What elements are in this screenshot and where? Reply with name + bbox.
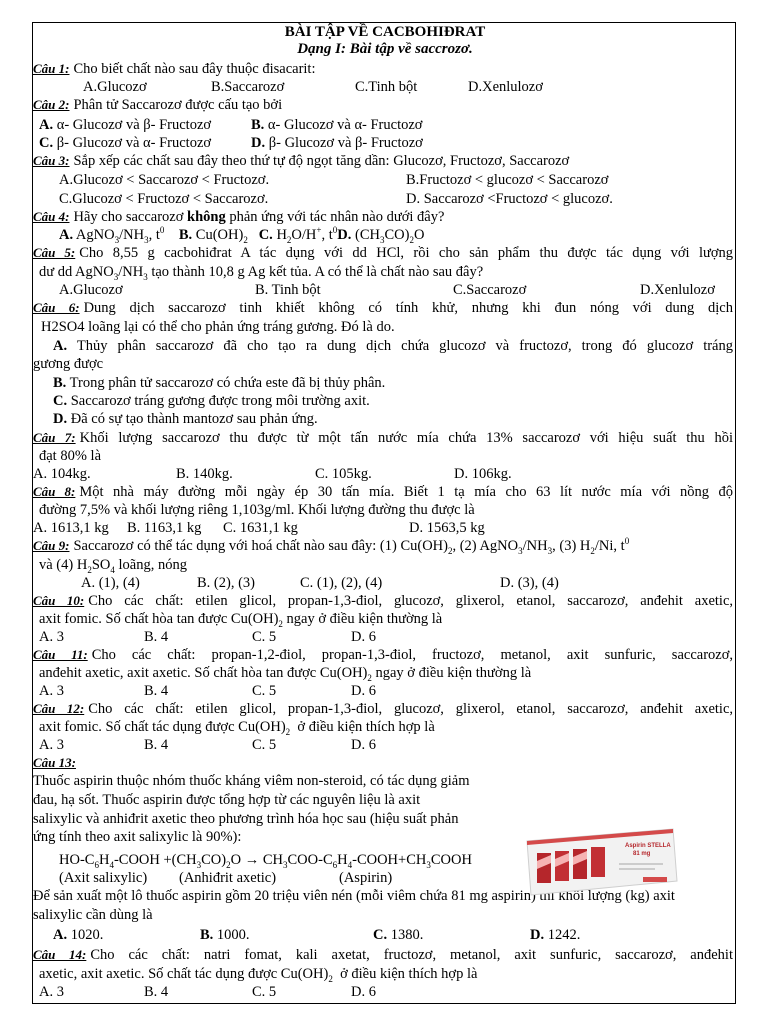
question-label: Câu 6:: [33, 300, 80, 315]
question-label: Câu 13:: [33, 755, 76, 770]
aspirin-box-brand: Aspirin STELLA: [625, 843, 671, 849]
q10-option-c[interactable]: C. 5: [252, 629, 277, 645]
q7-line-2: đạt 80% là: [39, 448, 102, 464]
q6-option-a[interactable]: A. Thủy phân saccarozơ đã cho tạo ra dung dịch chứa glucozơ và fructozơ, trong đó glucozơ tráng: [53, 338, 733, 354]
q8-option-c[interactable]: C. 1631,1 kg: [223, 520, 298, 536]
q11-option-c[interactable]: C. 5: [252, 683, 277, 699]
q2-option-a[interactable]: A. α- Glucozơ và β- Fructozơ: [39, 117, 212, 133]
q8-option-b[interactable]: B. 1163,1 kg: [127, 520, 202, 536]
q13-option-a[interactable]: A. 1020.: [53, 927, 104, 943]
question-label: Câu 10:: [33, 593, 85, 608]
question-label: Câu 8:: [33, 484, 76, 499]
q13-eq-label-1: (Axit salixylic): [59, 870, 148, 886]
q11-option-b[interactable]: B. 4: [144, 683, 169, 699]
q3-option-c[interactable]: C.Glucozơ < Fructozơ < Saccarozơ.: [59, 191, 269, 207]
q6-line-2: H2SO4 loãng lại có thể cho phản ứng tráng gương. Đó là do.: [41, 319, 395, 335]
q1-option-a[interactable]: A.Glucozơ: [83, 79, 147, 95]
q13-line-1: Thuốc aspirin thuộc nhóm thuốc kháng viêm non-steroid, có tác dụng giảm: [33, 773, 470, 789]
question-10: Câu 10: Cho các chất: etilen glicol, propan-1,3-điol, glucozơ, glixerol, etanol, saccarozơ, anđehit axetic,: [33, 593, 734, 609]
question-5: Câu 5: Cho 8,55 g cacbohiđrat A tác dụng với dd HCl, rồi cho sản phẩm thu được tác dụng với lượng: [33, 245, 733, 261]
worksheet-title: BÀI TẬP VỀ CACBOHIĐRAT: [284, 24, 486, 40]
q12-option-a[interactable]: A. 3: [39, 737, 64, 753]
question-label: Câu 5:: [33, 245, 76, 260]
question-label: Câu 2:: [33, 97, 70, 112]
q9-option-c[interactable]: C. (1), (2), (4): [300, 575, 383, 591]
aspirin-box-dose: 81 mg: [633, 851, 651, 857]
q4-options: A. $AgNO_3/NH_3$, $t^0$ B. $Cu(OH)_2$ C. $H_2O/H^+$, $t^0D$. $(CH_3CO)_2O$: [59, 225, 425, 245]
q13-line-5: Để sản xuất một lô thuốc aspirin gồm 20 triệu viên nén (mỗi viêm chứa 81 mg aspirin) thì khối lượng (kg) axit: [33, 888, 675, 904]
q3-option-b[interactable]: B.Fructozơ < glucozơ < Saccarozơ: [406, 172, 609, 188]
q8-option-d[interactable]: D. 1563,5 kg: [409, 520, 485, 536]
q6-option-b[interactable]: B. Trong phân tử saccarozơ có chứa este đã bị thủy phân.: [53, 375, 386, 391]
question-text: Cho biết chất nào sau đây thuộc đisacarit:: [73, 61, 316, 77]
q5-line-2: dư dd $AgNO_3/NH_3$ tạo thành 10,8 g Ag kết tủa. A có thể là chất nào sau đây?: [39, 264, 484, 282]
q4-option-c[interactable]: C.: [258, 227, 273, 243]
q5-option-b[interactable]: B. Tinh bột: [255, 282, 321, 298]
question-label: Câu 7:: [33, 430, 76, 445]
question-12: Câu 12: Cho các chất: etilen glicol, propan-1,3-điol, glucozơ, glixerol, etanol, saccarozơ, anđehit axetic,: [33, 701, 734, 717]
q13-option-c[interactable]: C. 1380.: [373, 927, 424, 943]
question-11: Câu 11: Cho các chất: propan-1,2-điol, propan-1,3-điol, fructozơ, metanol, axit sunfuric, saccarozơ,: [33, 647, 733, 663]
worksheet-subtitle: Dạng I: Bài tập về saccrozơ.: [297, 41, 473, 57]
q14-option-a[interactable]: A. 3: [39, 984, 64, 1000]
q11-line-2: anđehit axetic, axit axetic. Số chất hòa tan được $Cu(OH)_2$ ngay ở điều kiện thường là: [39, 665, 532, 683]
q1-option-c[interactable]: C.Tinh bột: [355, 79, 418, 95]
q12-option-d[interactable]: D. 6: [351, 737, 376, 753]
question-8: Câu 8: Một nhà máy đường mỗi ngày ép 30 tấn mía. Biết 1 tạ mía cho 63 lít nước mía với nồng độ: [33, 484, 734, 500]
q13-line-6: salixylic cần dùng là: [33, 907, 153, 923]
q10-line-2: axit fomic. Số chất hòa tan được $Cu(OH)_2$ ngay ở điều kiện thường là: [39, 611, 443, 629]
q9-line-2: và (4) $H_2SO_4$ loãng, nóng: [39, 557, 187, 575]
q7-option-a[interactable]: A. 104kg.: [33, 466, 91, 482]
question-9: Câu 9: Saccarozơ có thể tác dụng với hoá chất nào sau đây: (1) $Cu(OH)_2$, (2) $AgNO_3/NH_3$, (3) $H_2/Ni$, $t^0$: [33, 536, 630, 556]
q9-option-b[interactable]: B. (2), (3): [197, 575, 255, 591]
question-14: Câu 14: Cho các chất: natri fomat, kali axetat, fructozơ, metanol, axit sunfuric, saccarozơ, anđehit: [33, 947, 733, 963]
question-label: Câu 9:: [33, 538, 70, 553]
q6-option-c[interactable]: C. Saccarozơ tráng gương được trong môi trường axit.: [53, 393, 370, 409]
aspirin-box-image: [523, 811, 681, 903]
q9-option-a[interactable]: A. (1), (4): [81, 575, 140, 591]
q6-option-d[interactable]: D. Đã có sự tạo thành mantozơ sau phản ứng.: [53, 411, 318, 427]
question-label: Câu 11:: [33, 647, 88, 662]
question-text: Phân tử Saccarozơ được cấu tạo bởi: [73, 97, 283, 113]
q2-option-b[interactable]: B. α- Glucozơ và α- Fructozơ: [251, 117, 423, 133]
q10-option-a[interactable]: A. 3: [39, 629, 64, 645]
q2-option-d[interactable]: D. β- Glucozơ và β- Fructozơ: [251, 135, 423, 151]
q10-option-b[interactable]: B. 4: [144, 629, 169, 645]
q1-option-b[interactable]: B.Saccarozơ: [211, 79, 285, 95]
q2-option-c[interactable]: C. β- Glucozơ và α- Fructozơ: [39, 135, 212, 151]
question-text: Sắp xếp các chất sau đây theo thứ tự độ ngọt tăng dần: Glucozơ, Fructozơ, Saccarozơ: [73, 153, 570, 169]
question-13: [33, 754, 80, 772]
q13-eq-label-2: (Anhiđrit axetic): [179, 870, 277, 886]
q14-option-d[interactable]: D. 6: [351, 984, 376, 1000]
question-2: [33, 96, 282, 114]
worksheet-page: [32, 22, 736, 1004]
q3-option-a[interactable]: A.Glucozơ < Saccarozơ < Fructozơ.: [59, 172, 270, 188]
q6-option-a-cont: gương được: [33, 356, 104, 372]
q14-line-2: axetic, axit axetic. Số chất tác dụng được $Cu(OH)_2$ ở điều kiện thích hợp là: [39, 966, 478, 984]
q13-option-d[interactable]: D. 1242.: [530, 927, 581, 943]
q11-option-d[interactable]: D. 6: [351, 683, 376, 699]
q8-option-a[interactable]: A. 1613,1 kg: [33, 520, 109, 536]
q12-option-c[interactable]: C. 5: [252, 737, 277, 753]
question-1: [33, 60, 315, 78]
question-label: Câu 12:: [33, 701, 85, 716]
q4-option-b[interactable]: B.: [178, 227, 193, 243]
q4-option-d[interactable]: D.: [337, 227, 352, 243]
q7-option-c[interactable]: C. 105kg.: [315, 466, 372, 482]
q13-eq-label-3: (Aspirin): [339, 870, 393, 886]
q3-option-d[interactable]: D. Saccarozơ <Fructozơ < glucozơ.: [406, 191, 613, 207]
question-3: [33, 152, 569, 170]
q9-option-d[interactable]: D. (3), (4): [500, 575, 559, 591]
question-label: Câu 14:: [33, 947, 87, 962]
q5-option-d[interactable]: D.Xenlulozơ: [640, 282, 715, 298]
question-label: Câu 4:: [33, 209, 70, 224]
q1-option-d[interactable]: D.Xenlulozơ: [468, 79, 543, 95]
q5-option-c[interactable]: C.Saccarozơ: [453, 282, 527, 298]
q14-option-b[interactable]: B. 4: [144, 984, 169, 1000]
q13-line-3: salixylic và anhiđrit axetic theo phương trình hóa học sau (hiệu suất phản: [33, 811, 459, 827]
q13-equation: $HO-C_6H_4$-COOH $+(CH_3CO)_2O$ → $CH_3COO-C_6H_4-COOH+CH_3COOH$: [59, 852, 472, 870]
q4-option-a[interactable]: A.: [59, 227, 74, 243]
q13-line-4: ứng tính theo axit salixylic là 90%):: [33, 829, 242, 845]
q7-option-b[interactable]: B. 140kg.: [176, 466, 233, 482]
q12-line-2: axit fomic. Số chất tác dụng được $Cu(OH)_2$ ở điều kiện thích hợp là: [39, 719, 435, 737]
q14-option-c[interactable]: C. 5: [252, 984, 277, 1000]
question-4: Câu 4: Hãy cho saccarozơ không phản ứng với tác nhân nào dưới đây?: [33, 209, 445, 225]
q13-line-2: đau, hạ sốt. Thuốc aspirin được tổng hợp từ các nguyên liệu là axit: [33, 792, 421, 808]
q11-option-a[interactable]: A. 3: [39, 683, 64, 699]
q5-option-a[interactable]: A.Glucozơ: [59, 282, 123, 298]
question-label: Câu 1:: [33, 61, 70, 76]
question-label: Câu 3:: [33, 153, 70, 168]
q13-option-b[interactable]: B. 1000.: [200, 927, 250, 943]
q10-option-d[interactable]: D. 6: [351, 629, 376, 645]
q7-option-d[interactable]: D. 106kg.: [454, 466, 512, 482]
question-6: Câu 6: Dung dịch saccarozơ tinh khiết không có tính khử, nhưng khi đun nóng với dung dịch: [33, 300, 733, 316]
question-7: Câu 7: Khối lượng saccarozơ thu được từ một tấn nước mía chứa 13% saccarozơ với hiệu suất thu hồi: [33, 430, 733, 446]
q12-option-b[interactable]: B. 4: [144, 737, 169, 753]
q8-line-2: đường 7,5% và khối lượng riêng 1,103g/ml. Khối lượng đường thu được là: [39, 502, 475, 518]
